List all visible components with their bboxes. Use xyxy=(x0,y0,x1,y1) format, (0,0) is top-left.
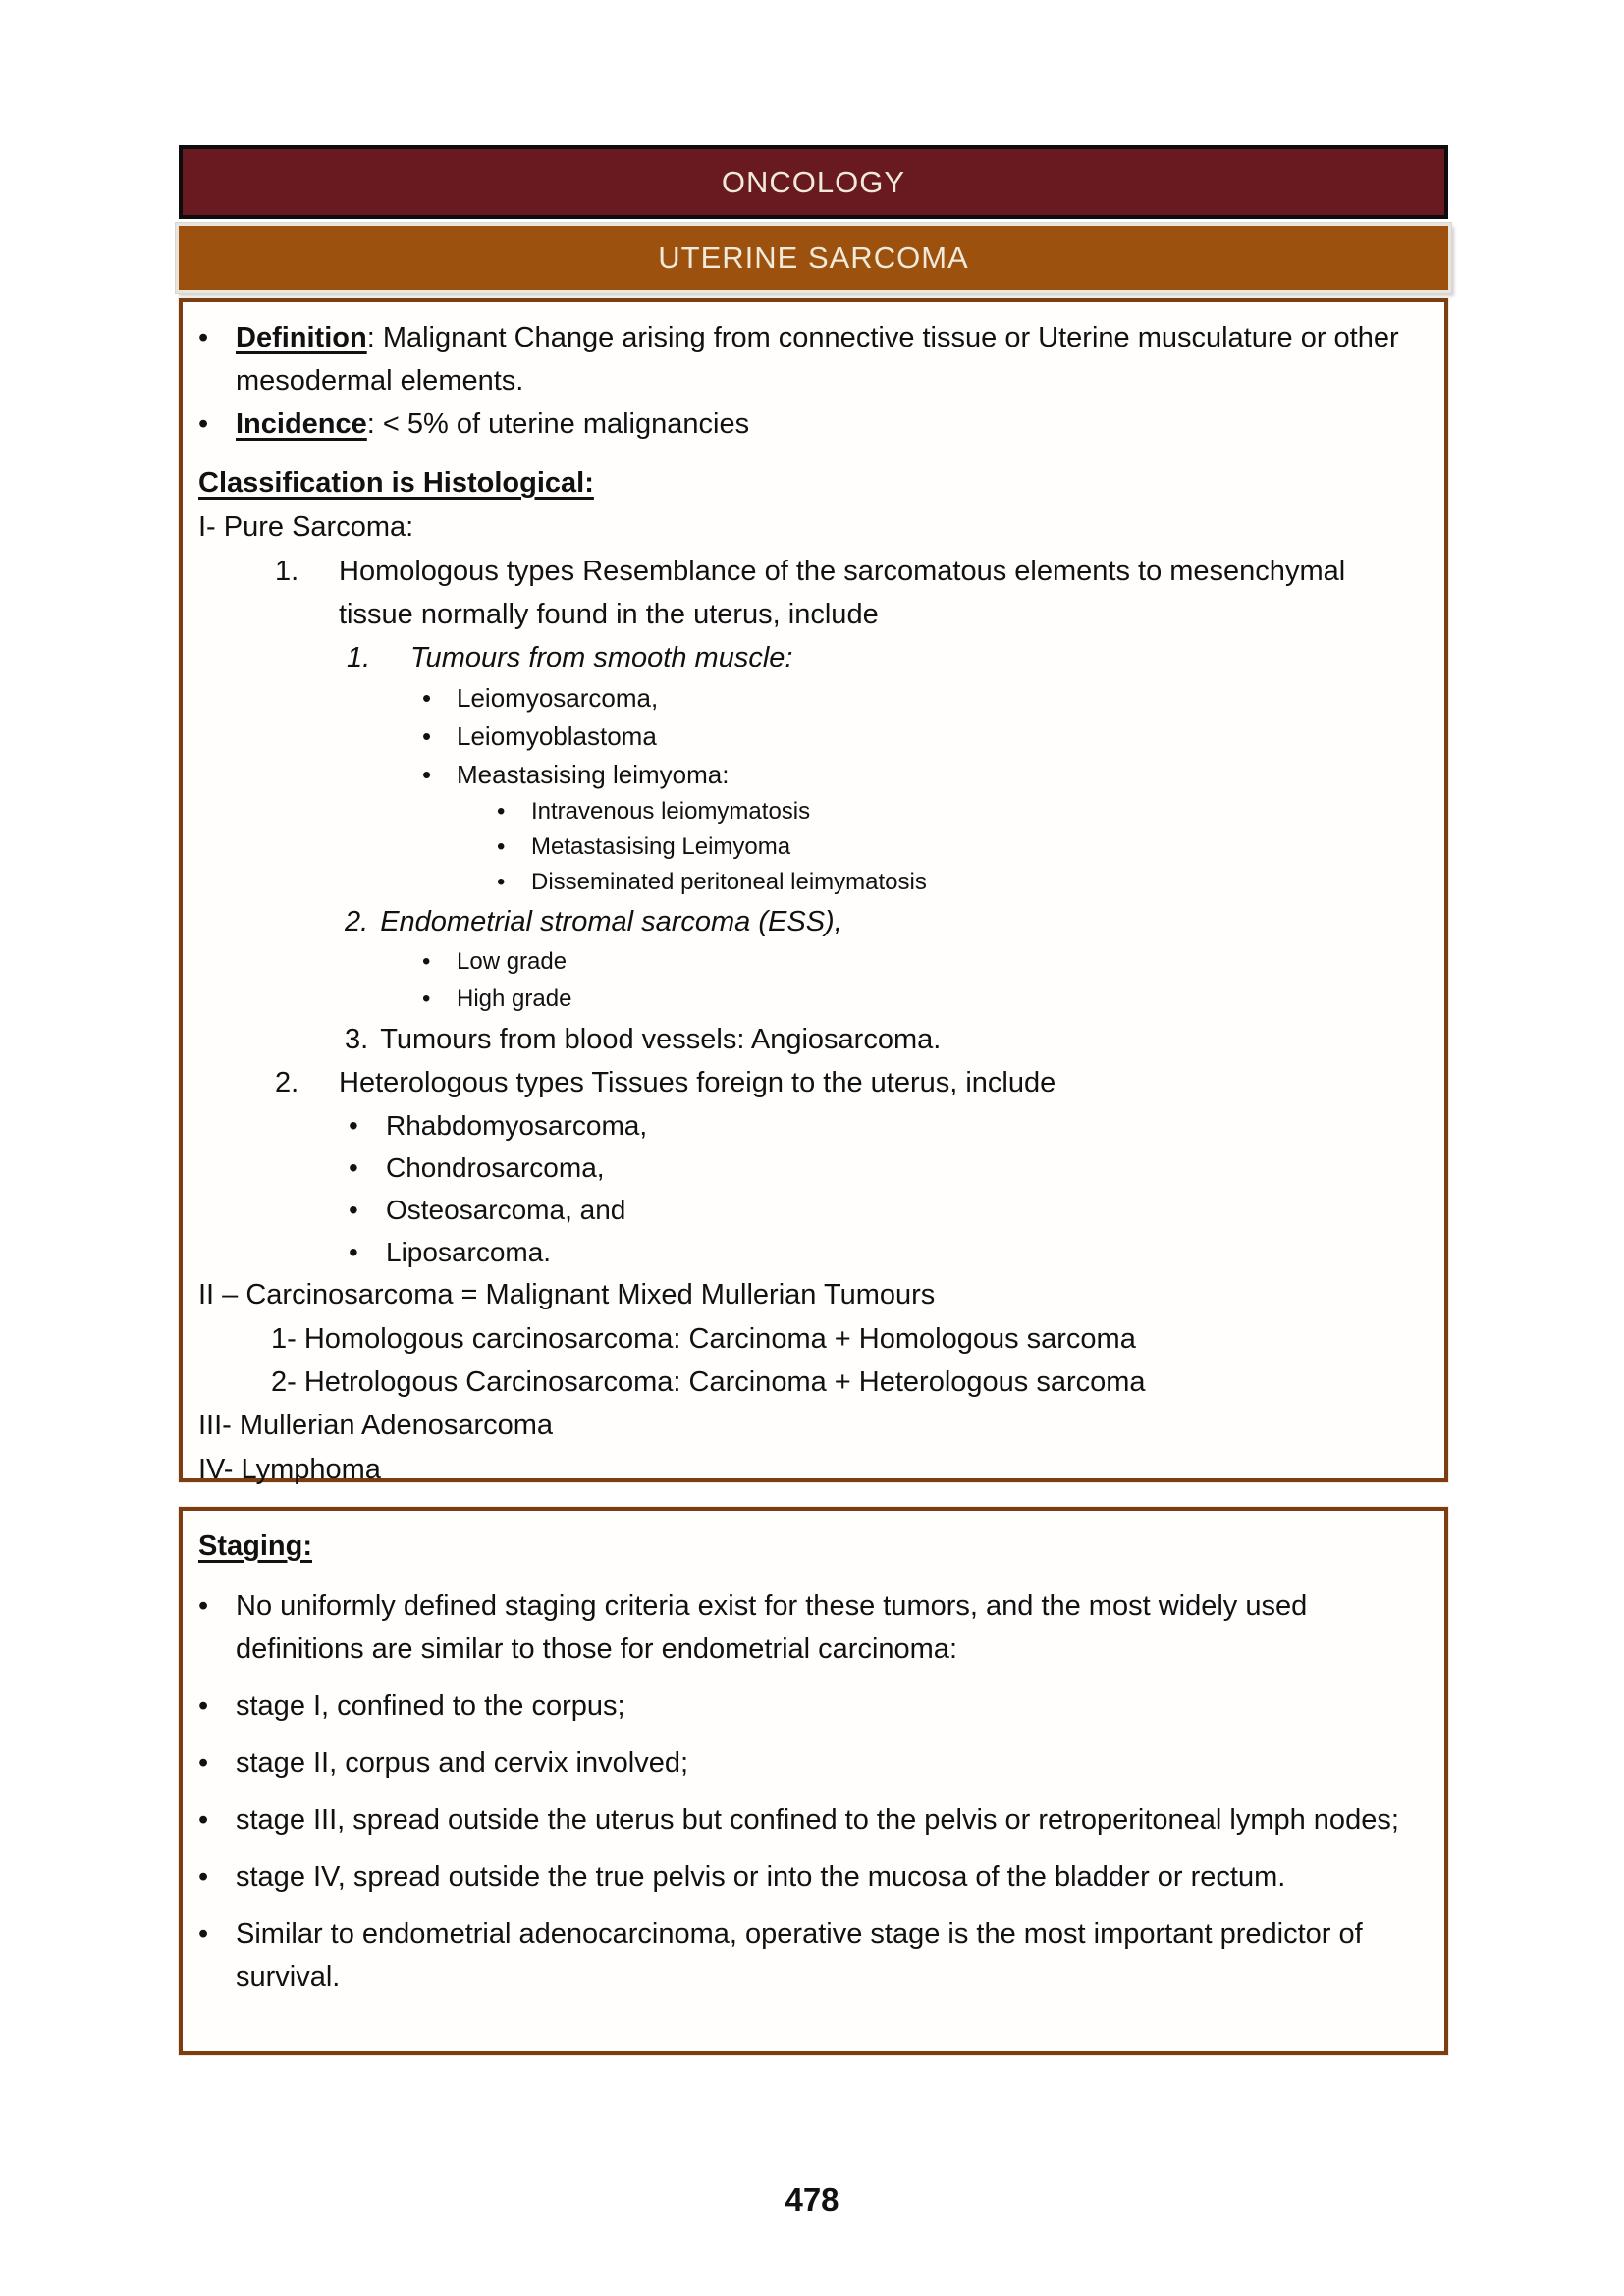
bullet-marker: • xyxy=(349,1237,358,1267)
number-marker: 3. xyxy=(345,1024,369,1055)
list-item: • Osteosarcoma, and xyxy=(349,1189,1421,1231)
bullet-marker: • xyxy=(497,869,506,895)
bullet-marker: • xyxy=(198,408,209,440)
list-item: • Low grade xyxy=(422,943,1421,981)
carcinosarcoma-line: II – Carcinosarcoma = Malignant Mixed Mullerian Tumours xyxy=(198,1279,936,1310)
staging-list-item: • No uniformly defined staging criteria exist for these tumors, and the most widely used definitions are similar to those for endometrial carcinoma: xyxy=(198,1584,1421,1671)
bullet-marker: • xyxy=(349,1195,358,1225)
bullet-marker: • xyxy=(198,322,209,353)
staging-colon: : xyxy=(302,1530,313,1562)
incidence-item xyxy=(198,402,1421,446)
number-marker: 2. xyxy=(275,1067,299,1098)
list-item: • Disseminated peritoneal leimymatosis xyxy=(497,865,1421,900)
staging-label: Staging xyxy=(198,1530,303,1562)
smooth-muscle-item xyxy=(347,636,1421,679)
classification-heading: Classification is Histological: xyxy=(198,467,594,499)
lymphoma-line: IV- Lymphoma xyxy=(198,1454,381,1485)
bullet-marker: • xyxy=(422,948,431,975)
definition-label: Definition xyxy=(236,322,367,353)
definition-text xyxy=(236,316,1421,402)
list-item: • Meastasising leimyoma: xyxy=(422,756,1421,794)
incidence-label: Incidence xyxy=(236,408,367,440)
heterologous-text: Heterologous types Tissues foreign to the uterus, include xyxy=(339,1067,1056,1098)
definition-item xyxy=(198,316,1421,402)
homologous-text: Homologous types Resemblance of the sarcomatous elements to mesenchymal tissue normally found in the uterus, include xyxy=(339,556,1346,630)
ess-text: Endometrial stromal sarcoma (ESS), xyxy=(380,906,842,937)
staging-list-item: • Similar to endometrial adenocarcinoma, operative stage is the most important predictor of survival. xyxy=(198,1912,1421,1999)
bullet-marker: • xyxy=(422,986,431,1012)
list-item: • Rhabdomyosarcoma, xyxy=(349,1104,1421,1147)
bullet-marker: • xyxy=(198,1861,209,1893)
number-marker: 1. xyxy=(275,556,299,587)
staging-list-item: • stage II, corpus and cervix involved; xyxy=(198,1741,1421,1785)
staging-list-item: • stage IV, spread outside the true pelvis or into the mucosa of the bladder or rectum. xyxy=(198,1855,1421,1898)
classification-box xyxy=(179,298,1448,1485)
ess-item xyxy=(345,900,1421,943)
list-item: • High grade xyxy=(422,981,1421,1018)
category-header-label: ONCOLOGY xyxy=(721,164,906,199)
number-marker: 1. xyxy=(347,642,371,673)
bullet-marker: • xyxy=(497,798,506,825)
adenosarcoma-line: III- Mullerian Adenosarcoma xyxy=(198,1410,554,1441)
bullet-marker: • xyxy=(422,683,432,713)
homologous-item xyxy=(275,550,1421,636)
list-item: • Metastasising Leimyoma xyxy=(497,829,1421,865)
pure-sarcoma-line: I- Pure Sarcoma: xyxy=(198,511,414,543)
category-header-bar xyxy=(179,145,1448,219)
staging-box xyxy=(179,1507,1448,2055)
definition-body: : Malignant Change arising from connective tissue or Uterine musculature or other mesodermal elements. xyxy=(236,322,1399,397)
carcinosarcoma-sub-line: 1- Homologous carcinosarcoma: Carcinoma + Homologous sarcoma xyxy=(271,1323,1136,1355)
blood-vessels-text: Tumours from blood vessels: Angiosarcoma. xyxy=(380,1024,942,1055)
incidence-text xyxy=(236,402,1421,446)
bullet-marker: • xyxy=(198,1690,209,1722)
number-marker: 2. xyxy=(345,906,369,937)
spacer xyxy=(183,446,1421,461)
page-number: 478 xyxy=(785,2181,839,2217)
list-item: • Leiomyosarcoma, xyxy=(422,679,1421,718)
heterologous-item xyxy=(275,1061,1421,1104)
carcinosarcoma-sub-line: 2- Hetrologous Carcinosarcoma: Carcinoma + Heterologous sarcoma xyxy=(271,1366,1146,1398)
staging-list-item: • stage I, confined to the corpus; xyxy=(198,1684,1421,1728)
topic-title-label: UTERINE SARCOMA xyxy=(658,240,969,275)
bullet-marker: • xyxy=(422,760,432,789)
bullet-marker: • xyxy=(349,1152,358,1183)
bullet-marker: • xyxy=(497,833,506,860)
bullet-marker: • xyxy=(198,1590,209,1622)
bullet-marker: • xyxy=(422,721,432,751)
topic-title-bar xyxy=(176,223,1451,293)
bullet-marker: • xyxy=(349,1110,358,1141)
smooth-muscle-text: Tumours from smooth muscle: xyxy=(410,642,793,673)
incidence-body: : < 5% of uterine malignancies xyxy=(366,408,750,440)
bullet-marker: • xyxy=(198,1747,209,1779)
blood-vessels-item xyxy=(345,1018,1421,1061)
staging-list-item: • stage III, spread outside the uterus but confined to the pelvis or retroperitoneal lymph nodes; xyxy=(198,1798,1421,1842)
bullet-marker: • xyxy=(198,1804,209,1836)
list-item: • Chondrosarcoma, xyxy=(349,1147,1421,1189)
list-item: • Liposarcoma. xyxy=(349,1231,1421,1273)
staging-heading xyxy=(198,1524,1421,1569)
list-item: • Leiomyoblastoma xyxy=(422,718,1421,756)
list-item: • Intravenous leiomymatosis xyxy=(497,794,1421,829)
bullet-marker: • xyxy=(198,1918,209,1949)
